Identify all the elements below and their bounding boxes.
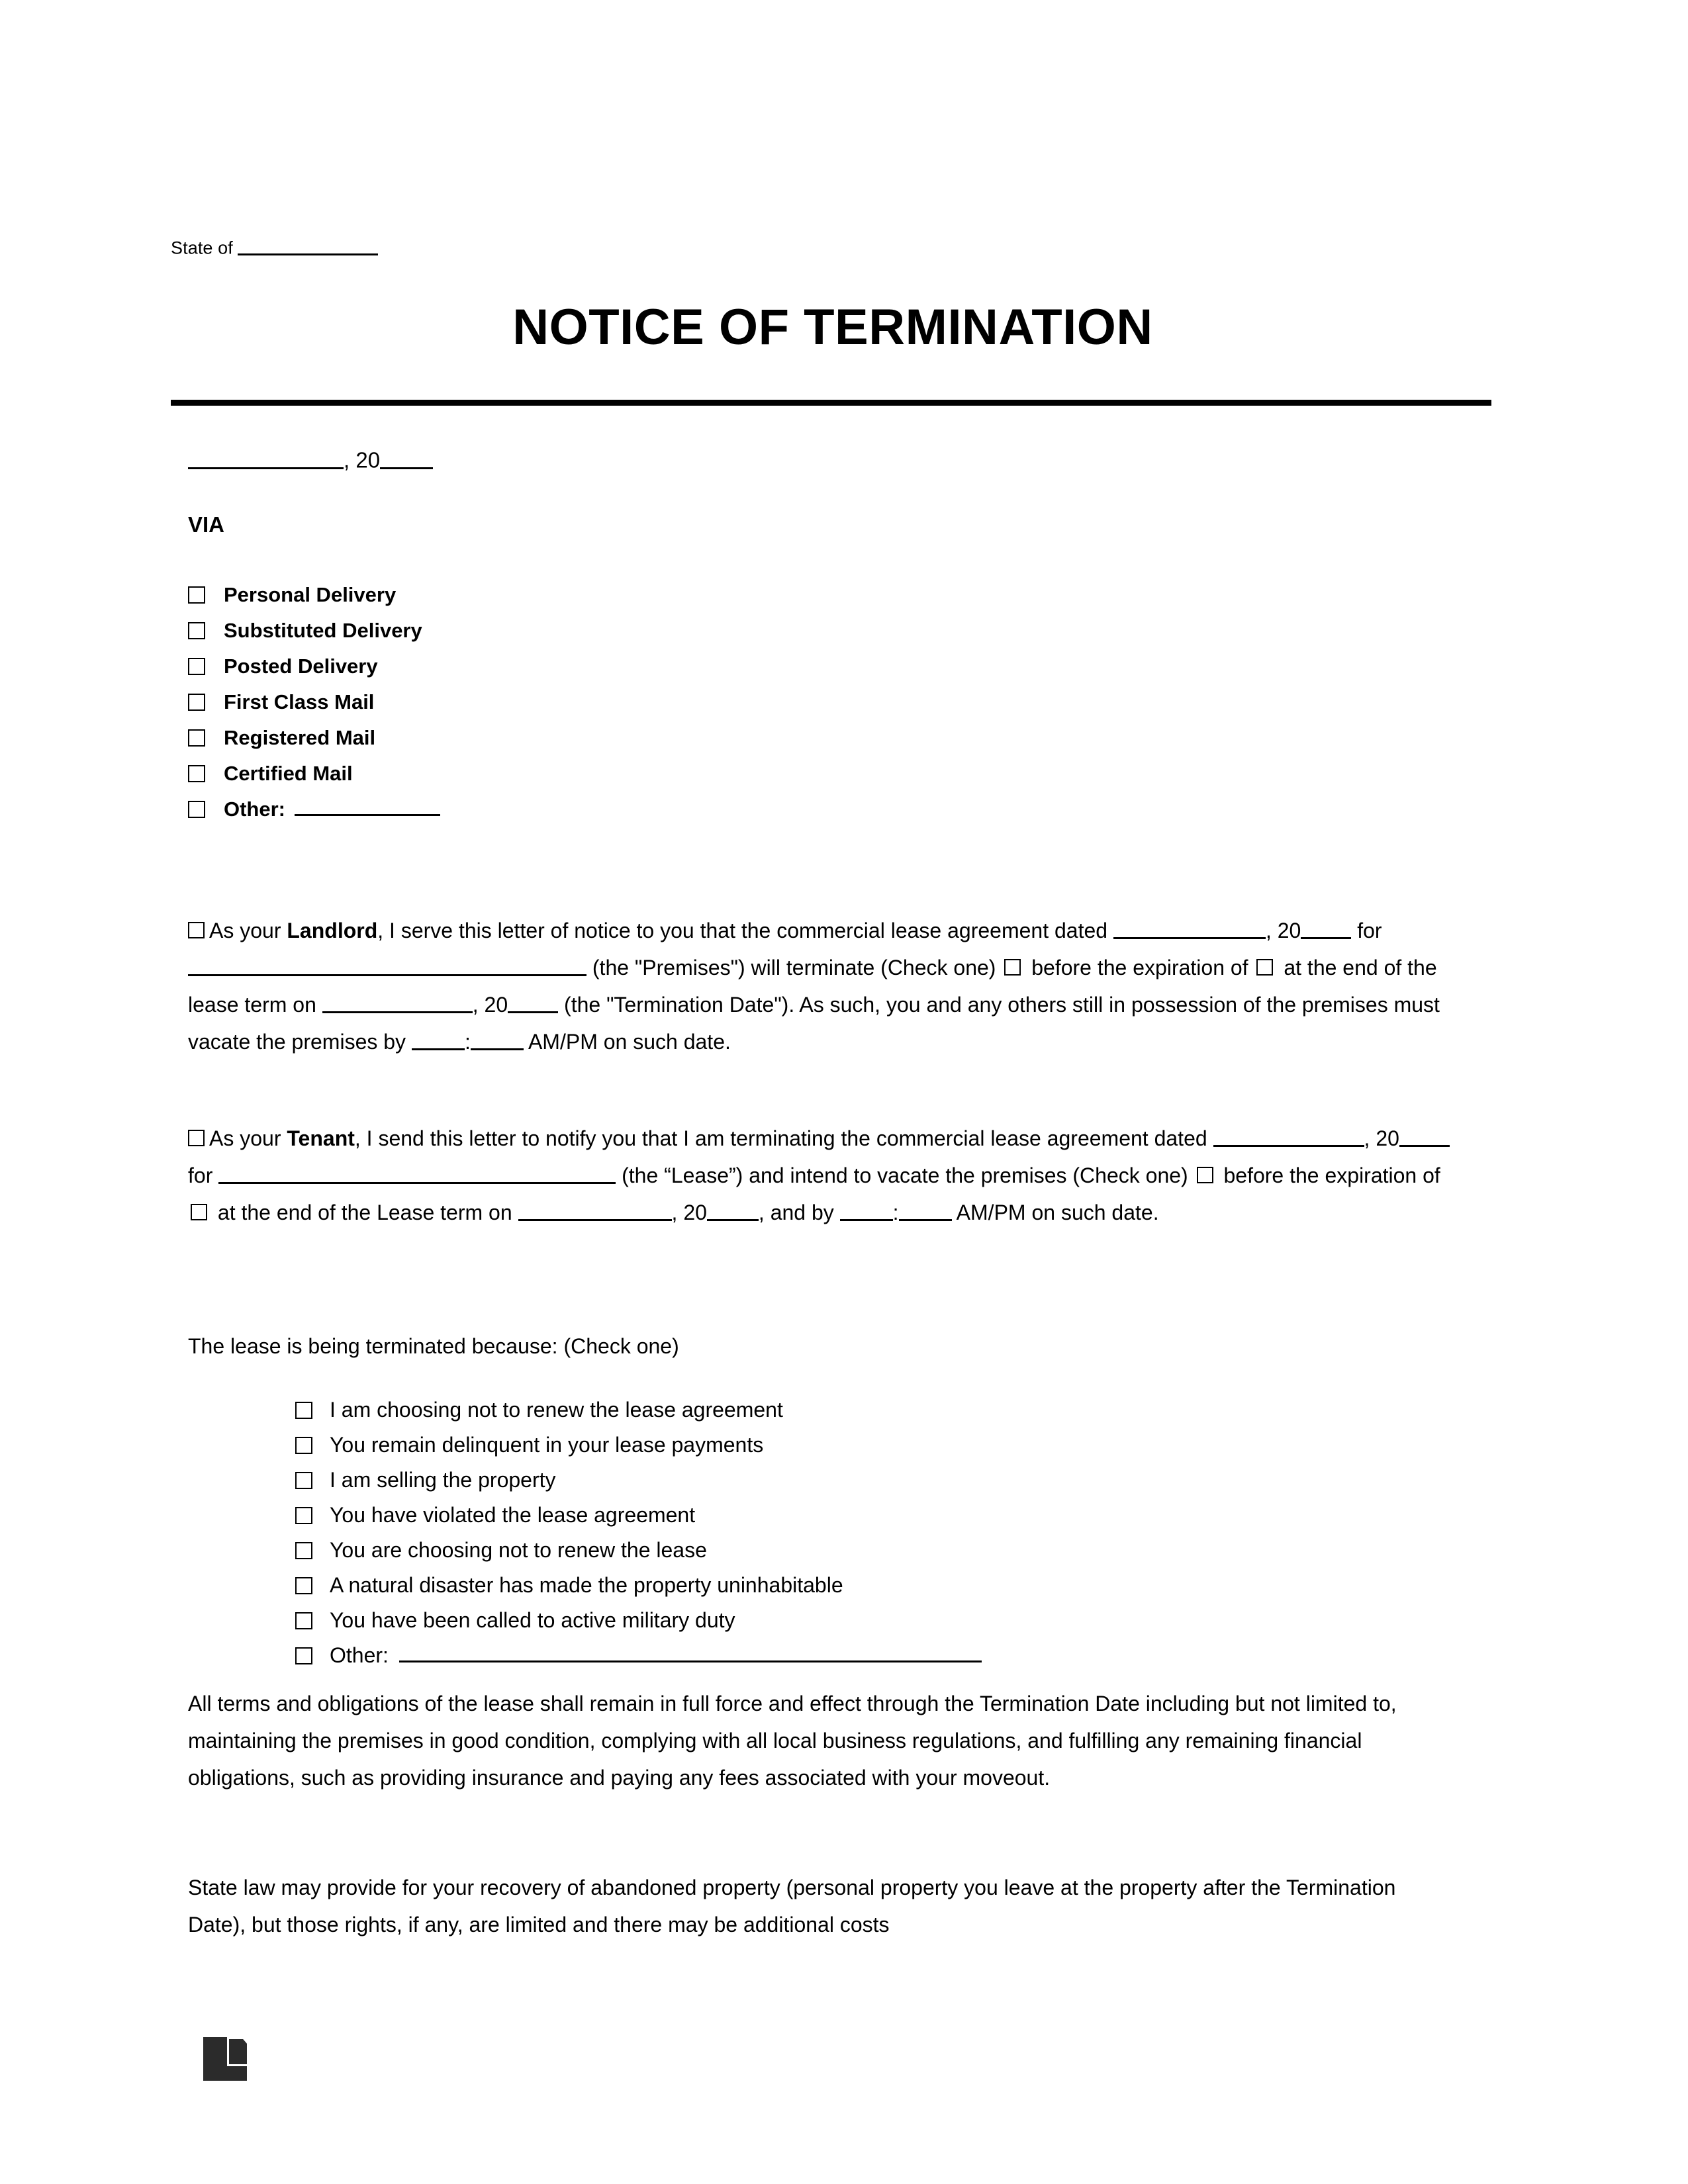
tenant-termination-date-blank[interactable] xyxy=(518,1197,672,1221)
tenant-seg4: for xyxy=(188,1163,219,1187)
reason-option-label: You have violated the lease agreement xyxy=(330,1503,696,1527)
date-year-blank[interactable] xyxy=(380,445,433,469)
checkbox-icon[interactable] xyxy=(295,1402,312,1419)
checkbox-icon[interactable] xyxy=(188,622,205,639)
checkbox-icon[interactable] xyxy=(295,1437,312,1454)
via-option-label: Personal Delivery xyxy=(224,583,397,606)
state-of-label: State of xyxy=(171,238,233,258)
date-line xyxy=(188,445,433,475)
tenant-seg8: , 20 xyxy=(671,1201,707,1224)
landlord-seg7: at the end of the lease term on xyxy=(188,956,1437,1017)
via-option-certified-mail[interactable] xyxy=(188,756,982,792)
date-year-prefix: , 20 xyxy=(344,447,381,473)
checkbox-icon[interactable] xyxy=(1256,959,1273,976)
tenant-termination-year-blank[interactable] xyxy=(707,1197,759,1221)
tenant-seg5: (the “Lease”) and intend to vacate the premises (Check one) xyxy=(616,1163,1194,1187)
state-blank[interactable] xyxy=(238,235,378,255)
landlord-seg1: As your xyxy=(209,919,287,942)
via-option-first-class-mail[interactable] xyxy=(188,684,982,720)
landlord-seg8: , 20 xyxy=(472,993,508,1017)
tenant-paragraph xyxy=(188,1120,1459,1231)
tenant-seg3: , 20 xyxy=(1364,1126,1399,1150)
landlord-paragraph xyxy=(188,912,1459,1060)
reason-option-violated-lease[interactable] xyxy=(295,1498,1222,1533)
via-option-label: Substituted Delivery xyxy=(224,619,422,642)
checkbox-icon[interactable] xyxy=(295,1507,312,1524)
logo-cut xyxy=(227,2037,229,2066)
landlord-premises-blank[interactable] xyxy=(188,952,586,976)
tenant-seg11: AM/PM on such date. xyxy=(951,1201,1159,1224)
reason-option-other[interactable] xyxy=(295,1638,1222,1673)
state-law-paragraph: State law may provide for your recovery of abandoned property (personal property you leave at the property after the Termination Date), but those rights, if any, are limited and there may be additional costs xyxy=(188,1876,1396,1936)
reason-other-label: Other: xyxy=(330,1643,389,1667)
tenant-seg7: at the end of the Lease term on xyxy=(212,1201,518,1224)
landlord-seg4: for xyxy=(1351,919,1382,942)
landlord-seg5: (the "Premises") will terminate (Check one) xyxy=(586,956,1002,979)
landlord-seg3: , 20 xyxy=(1265,919,1301,942)
landlord-seg6: before the expiration of xyxy=(1025,956,1254,979)
reason-option-label: You remain delinquent in your lease payments xyxy=(330,1433,764,1457)
via-options-list xyxy=(188,577,982,827)
reason-option-label: I am selling the property xyxy=(330,1468,556,1492)
via-option-label: First Class Mail xyxy=(224,690,375,713)
landlord-date-blank[interactable] xyxy=(1113,915,1266,939)
via-heading: VIA xyxy=(188,512,225,537)
date-month-day-blank[interactable] xyxy=(188,445,344,469)
logo-inner-page xyxy=(229,2039,247,2064)
tenant-seg1: As your xyxy=(209,1126,287,1150)
page-title: NOTICE OF TERMINATION xyxy=(512,299,1153,355)
tenant-minute-blank[interactable] xyxy=(899,1197,952,1221)
checkbox-icon[interactable] xyxy=(1197,1167,1213,1183)
checkbox-icon[interactable] xyxy=(188,694,205,711)
reason-option-label: I am choosing not to renew the lease agreement xyxy=(330,1398,783,1422)
landlord-hour-blank[interactable] xyxy=(412,1026,465,1050)
checkbox-icon[interactable] xyxy=(188,922,205,938)
checkbox-icon[interactable] xyxy=(188,765,205,782)
legal-templates-logo-icon xyxy=(203,2037,247,2081)
tenant-seg10: : xyxy=(892,1201,899,1224)
tenant-date-blank[interactable] xyxy=(1213,1123,1364,1147)
tenant-hour-blank[interactable] xyxy=(840,1197,893,1221)
via-other-label: Other: xyxy=(224,797,285,821)
reason-option-label: You have been called to active military duty xyxy=(330,1608,735,1632)
checkbox-icon[interactable] xyxy=(295,1612,312,1629)
landlord-termination-year-blank[interactable] xyxy=(508,989,558,1013)
checkbox-icon[interactable] xyxy=(188,729,205,747)
landlord-termination-date-blank[interactable] xyxy=(322,989,473,1013)
reason-option-label: You are choosing not to renew the lease xyxy=(330,1538,707,1562)
landlord-year-blank[interactable] xyxy=(1301,915,1351,939)
landlord-minute-blank[interactable] xyxy=(471,1026,524,1050)
via-option-posted-delivery[interactable] xyxy=(188,649,982,684)
reason-option-selling-property[interactable] xyxy=(295,1463,1222,1498)
tenant-seg9: , and by xyxy=(758,1201,840,1224)
tenant-seg2: , I send this letter to notify you that I am terminating the commercial lease agreement dated xyxy=(354,1126,1213,1150)
reason-option-delinquent-payments[interactable] xyxy=(295,1428,1222,1463)
checkbox-icon[interactable] xyxy=(188,586,205,604)
terms-paragraph: All terms and obligations of the lease shall remain in full force and effect through the Termination Date including but not limited to, maintaining the premises in good condition, complying with all local business regulations, and fulfilling any remaining financial obligations, such as providing insurance and paying any fees associated with your moveout. xyxy=(188,1692,1397,1790)
landlord-seg11: AM/PM on such date. xyxy=(523,1030,731,1054)
checkbox-icon[interactable] xyxy=(295,1647,312,1664)
reason-option-not-renew-agreement[interactable] xyxy=(295,1392,1222,1428)
landlord-bold-label: Landlord xyxy=(287,919,378,942)
tenant-lease-blank[interactable] xyxy=(218,1160,616,1184)
tenant-year-blank[interactable] xyxy=(1399,1123,1450,1147)
landlord-seg2: , I serve this letter of notice to you that the commercial lease agreement dated xyxy=(377,919,1113,942)
via-option-label: Registered Mail xyxy=(224,726,376,749)
checkbox-icon[interactable] xyxy=(188,801,205,818)
reason-options-list xyxy=(295,1392,1222,1673)
landlord-seg10: : xyxy=(464,1030,471,1054)
checkbox-icon[interactable] xyxy=(295,1542,312,1559)
reason-option-military-duty[interactable] xyxy=(295,1603,1222,1638)
via-option-registered-mail[interactable] xyxy=(188,720,982,756)
title-rule xyxy=(171,400,1491,406)
via-other-blank[interactable] xyxy=(295,793,440,816)
reason-option-tenant-not-renew[interactable] xyxy=(295,1533,1222,1568)
state-of-line xyxy=(171,235,378,259)
reason-heading: The lease is being terminated because: (Check one) xyxy=(188,1334,679,1358)
tenant-bold-label: Tenant xyxy=(287,1126,355,1150)
via-option-personal-delivery[interactable] xyxy=(188,577,982,613)
landlord-seg9: (the "Termination Date"). As such, you and any others still in possession of the premises must vacate the premises by xyxy=(188,993,1440,1054)
tenant-seg6: before the expiration of xyxy=(1217,1163,1440,1187)
via-option-substituted-delivery[interactable] xyxy=(188,613,982,649)
checkbox-icon[interactable] xyxy=(295,1472,312,1489)
checkbox-icon[interactable] xyxy=(188,658,205,675)
reason-option-label: A natural disaster has made the property uninhabitable xyxy=(330,1573,843,1597)
via-option-label: Posted Delivery xyxy=(224,655,378,678)
reason-other-blank[interactable] xyxy=(399,1639,982,1662)
checkbox-icon[interactable] xyxy=(188,1130,205,1146)
via-option-other[interactable] xyxy=(188,792,982,827)
checkbox-icon[interactable] xyxy=(295,1577,312,1594)
reason-option-natural-disaster[interactable] xyxy=(295,1568,1222,1603)
checkbox-icon[interactable] xyxy=(1004,959,1021,976)
checkbox-icon[interactable] xyxy=(191,1204,207,1220)
via-option-label: Certified Mail xyxy=(224,762,353,785)
